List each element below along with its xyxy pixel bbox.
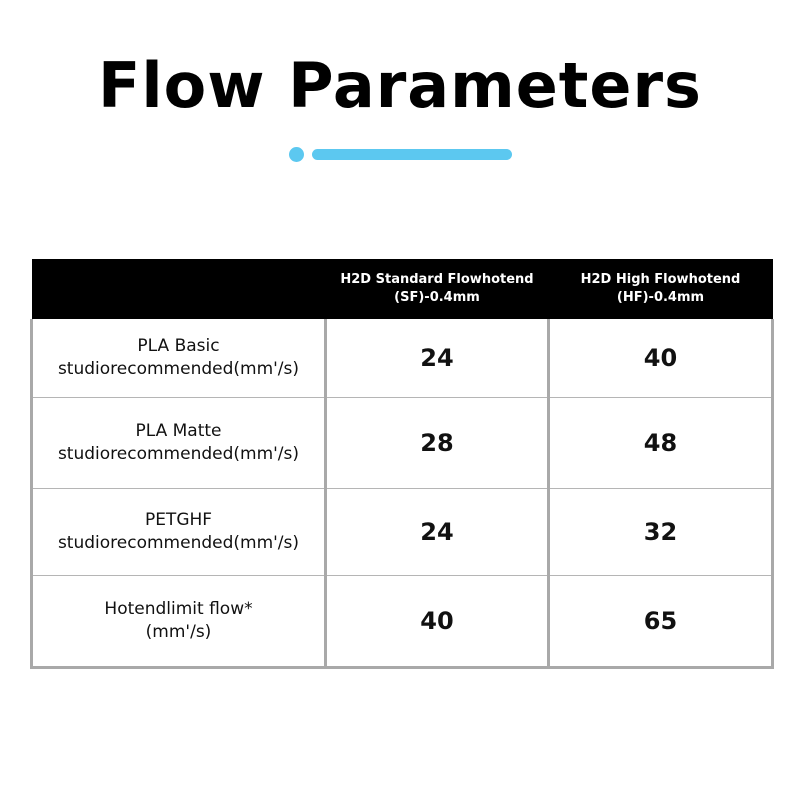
row-label	[32, 488, 326, 575]
hf-value: 65	[549, 575, 773, 667]
flow-parameters-table	[30, 259, 771, 667]
hf-value: 40	[549, 319, 773, 397]
header-sf-hotend: H2D Standard Flowhotend (SF)-0.4mm	[326, 259, 549, 319]
hf-value: 32	[549, 488, 773, 575]
table-header-row	[32, 259, 773, 319]
sf-value: 40	[326, 575, 549, 667]
hf-value: 48	[549, 397, 773, 488]
row-label-line1: PLA Matte	[135, 420, 222, 441]
header-hf-hotend: H2D High Flowhotend (HF)-0.4mm	[549, 259, 773, 319]
page-title: Flow Parameters	[98, 49, 702, 122]
row-label-line2: (mm'/s)	[145, 621, 212, 642]
table-row	[32, 397, 773, 488]
accent-dot	[289, 147, 304, 162]
row-label-line2: studiorecommended(mm'/s)	[57, 358, 300, 379]
row-label	[32, 575, 326, 667]
table-row	[32, 319, 773, 397]
table-row	[32, 488, 773, 575]
header-empty-cell	[32, 259, 326, 319]
row-label-line2: studiorecommended(mm'/s)	[57, 443, 300, 464]
row-label-line1: PLA Basic	[137, 335, 220, 356]
sf-value: 24	[326, 488, 549, 575]
row-label-line1: Hotendlimit flow*	[104, 598, 253, 619]
row-label-line2: studiorecommended(mm'/s)	[57, 532, 300, 553]
sf-value: 24	[326, 319, 549, 397]
table-row	[32, 575, 773, 667]
row-label	[32, 319, 326, 397]
accent-bar	[312, 149, 512, 160]
row-label	[32, 397, 326, 488]
sf-value: 28	[326, 397, 549, 488]
row-label-line1: PETGHF	[144, 509, 213, 530]
